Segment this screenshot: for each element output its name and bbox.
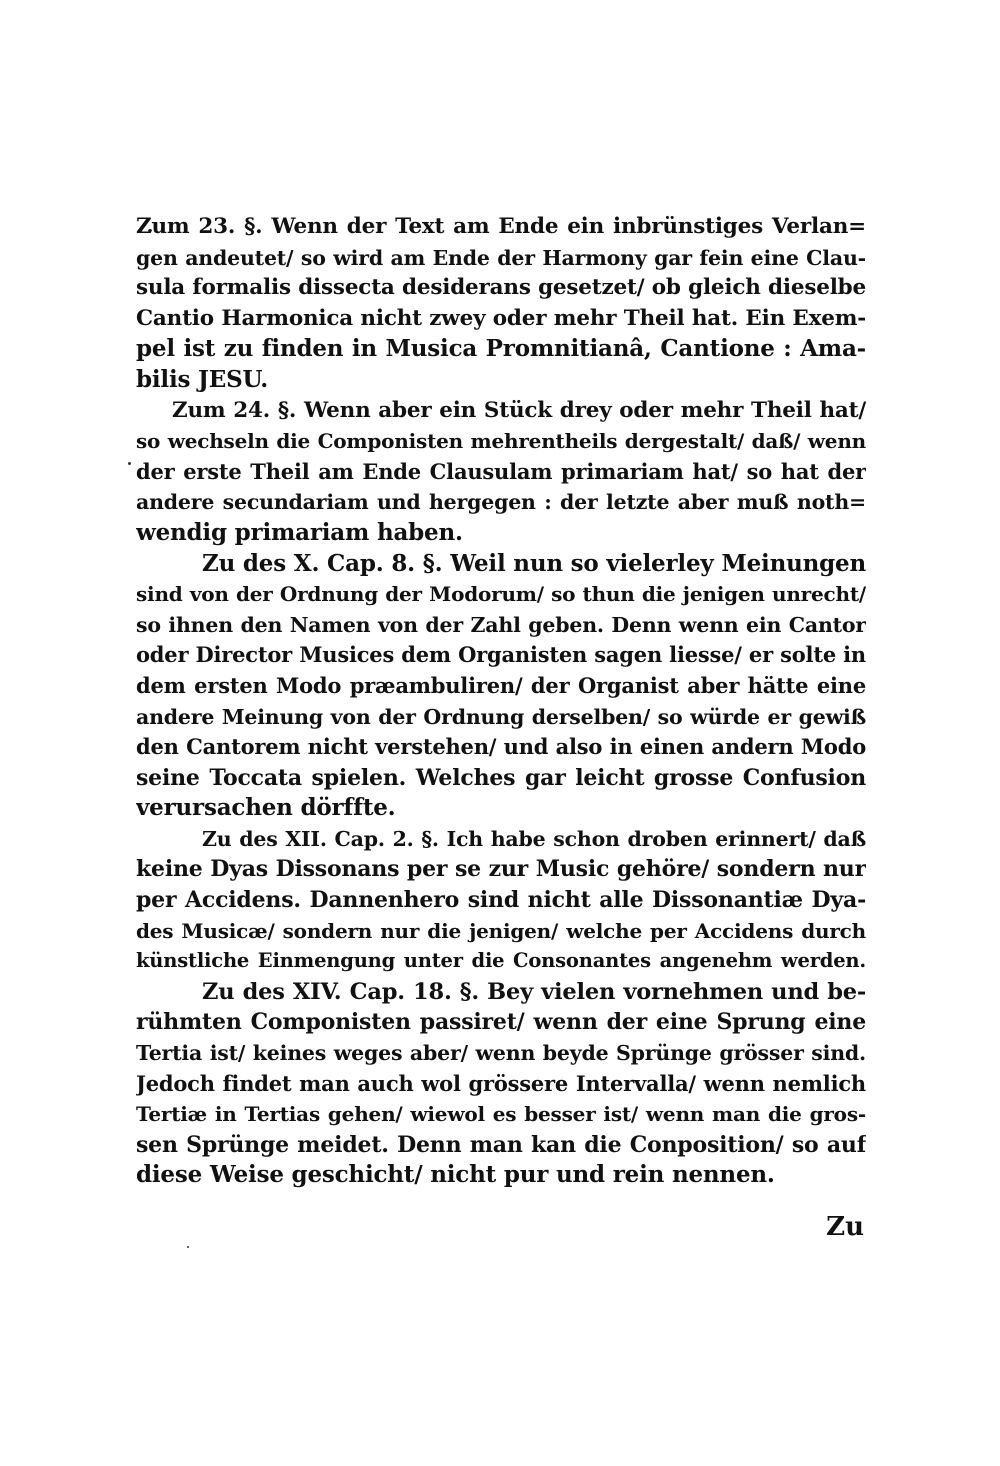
text-line: per Accidens. Dannenhero sind nicht alle Dissonantiæ Dya- (136, 887, 866, 914)
text-line: diese Weise geschicht/ nicht pur und rein nennen. (136, 1161, 775, 1189)
ink-speck (187, 1246, 189, 1248)
text-line: dem ersten Modo præambuliren/ der Organist aber hätte eine (136, 672, 866, 698)
text-line: wendig primariam haben. (136, 518, 463, 546)
text-line: oder Director Musices dem Organisten sagen liesse/ er solte in (136, 642, 866, 668)
text-line: Tertiæ in Tertias gehen/ wiewol es besser ist/ wenn man die gros- (136, 1102, 866, 1127)
catchword: Zu (826, 1212, 864, 1242)
text-line: Zum 23. §. Wenn der Text am Ende ein inbrünstiges Verlan= (136, 214, 866, 239)
text-line: Tertia ist/ keines weges aber/ wenn beyde Sprünge grösser sind. (136, 1041, 866, 1066)
text-line: verursachen dörffte. (136, 794, 396, 822)
text-line: so ihnen den Namen von der Zahl geben. Denn wenn ein Cantor (136, 612, 866, 637)
text-line: Jedoch findet man auch wol grössere Intervalla/ wenn nemlich (136, 1070, 866, 1096)
paragraph-start-line: Zu des XII. Cap. 2. §. Ich habe schon droben erinnert/ daß (202, 826, 866, 851)
body-text (136, 212, 866, 1191)
text-line: keine Dyas Dissonans per se zur Music gehöre/ sondern nur (136, 856, 866, 883)
paragraph-start-line: Zu des XIV. Cap. 18. §. Bey vielen vornehmen und be- (202, 978, 866, 1005)
text-line: andere secundariam und hergegen : der letzte aber muß noth= (136, 490, 866, 515)
text-line: seine Toccata spielen. Welches gar leicht grosse Confusion (136, 764, 866, 791)
text-line: gen andeutet/ so wird am Ende der Harmony gar fein eine Clau- (136, 245, 866, 270)
text-line: sind von der Ordnung der Modorum/ so thun die jenigen unrecht/ (136, 582, 866, 607)
text-line: andere Meinung von der Ordnung derselben/ so würde er gewiß (136, 704, 866, 729)
text-line: den Cantorem nicht verstehen/ und also in einen andern Modo (136, 734, 866, 760)
paragraph-start-line: Zum 24. §. Wenn aber ein Stück drey oder mehr Theil hat/ (172, 397, 866, 423)
text-line: sen Sprünge meidet. Denn man kan die Conposition/ so auf (136, 1131, 866, 1158)
text-line: so wechseln die Componisten mehrentheils dergestalt/ daß/ wenn (136, 429, 866, 454)
ink-speck (128, 462, 131, 465)
text-line: sula formalis dissecta desiderans gesetzet/ ob gleich dieselbe (136, 275, 866, 301)
text-line: künstliche Einmengung unter die Consonantes angenehm werden. (136, 949, 866, 973)
paragraph-start-line: Zu des X. Cap. 8. §. Weil nun so vielerley Meinungen (202, 549, 866, 577)
text-line: rühmten Componisten passiret/ wenn der eine Sprung eine (136, 1009, 866, 1036)
text-line: des Musicæ/ sondern nur die jenigen/ welche per Accidens durch (136, 918, 866, 943)
text-line: bilis JESU. (136, 365, 269, 393)
text-line: der erste Theil am Ende Clausulam primariam hat/ so hat der (136, 458, 866, 484)
text-line: pel ist zu finden in Musica Promnitianâ, Cantione : Ama- (136, 335, 866, 363)
text-line: Cantio Harmonica nicht zwey oder mehr Theil hat. Ein Exem- (136, 305, 866, 331)
